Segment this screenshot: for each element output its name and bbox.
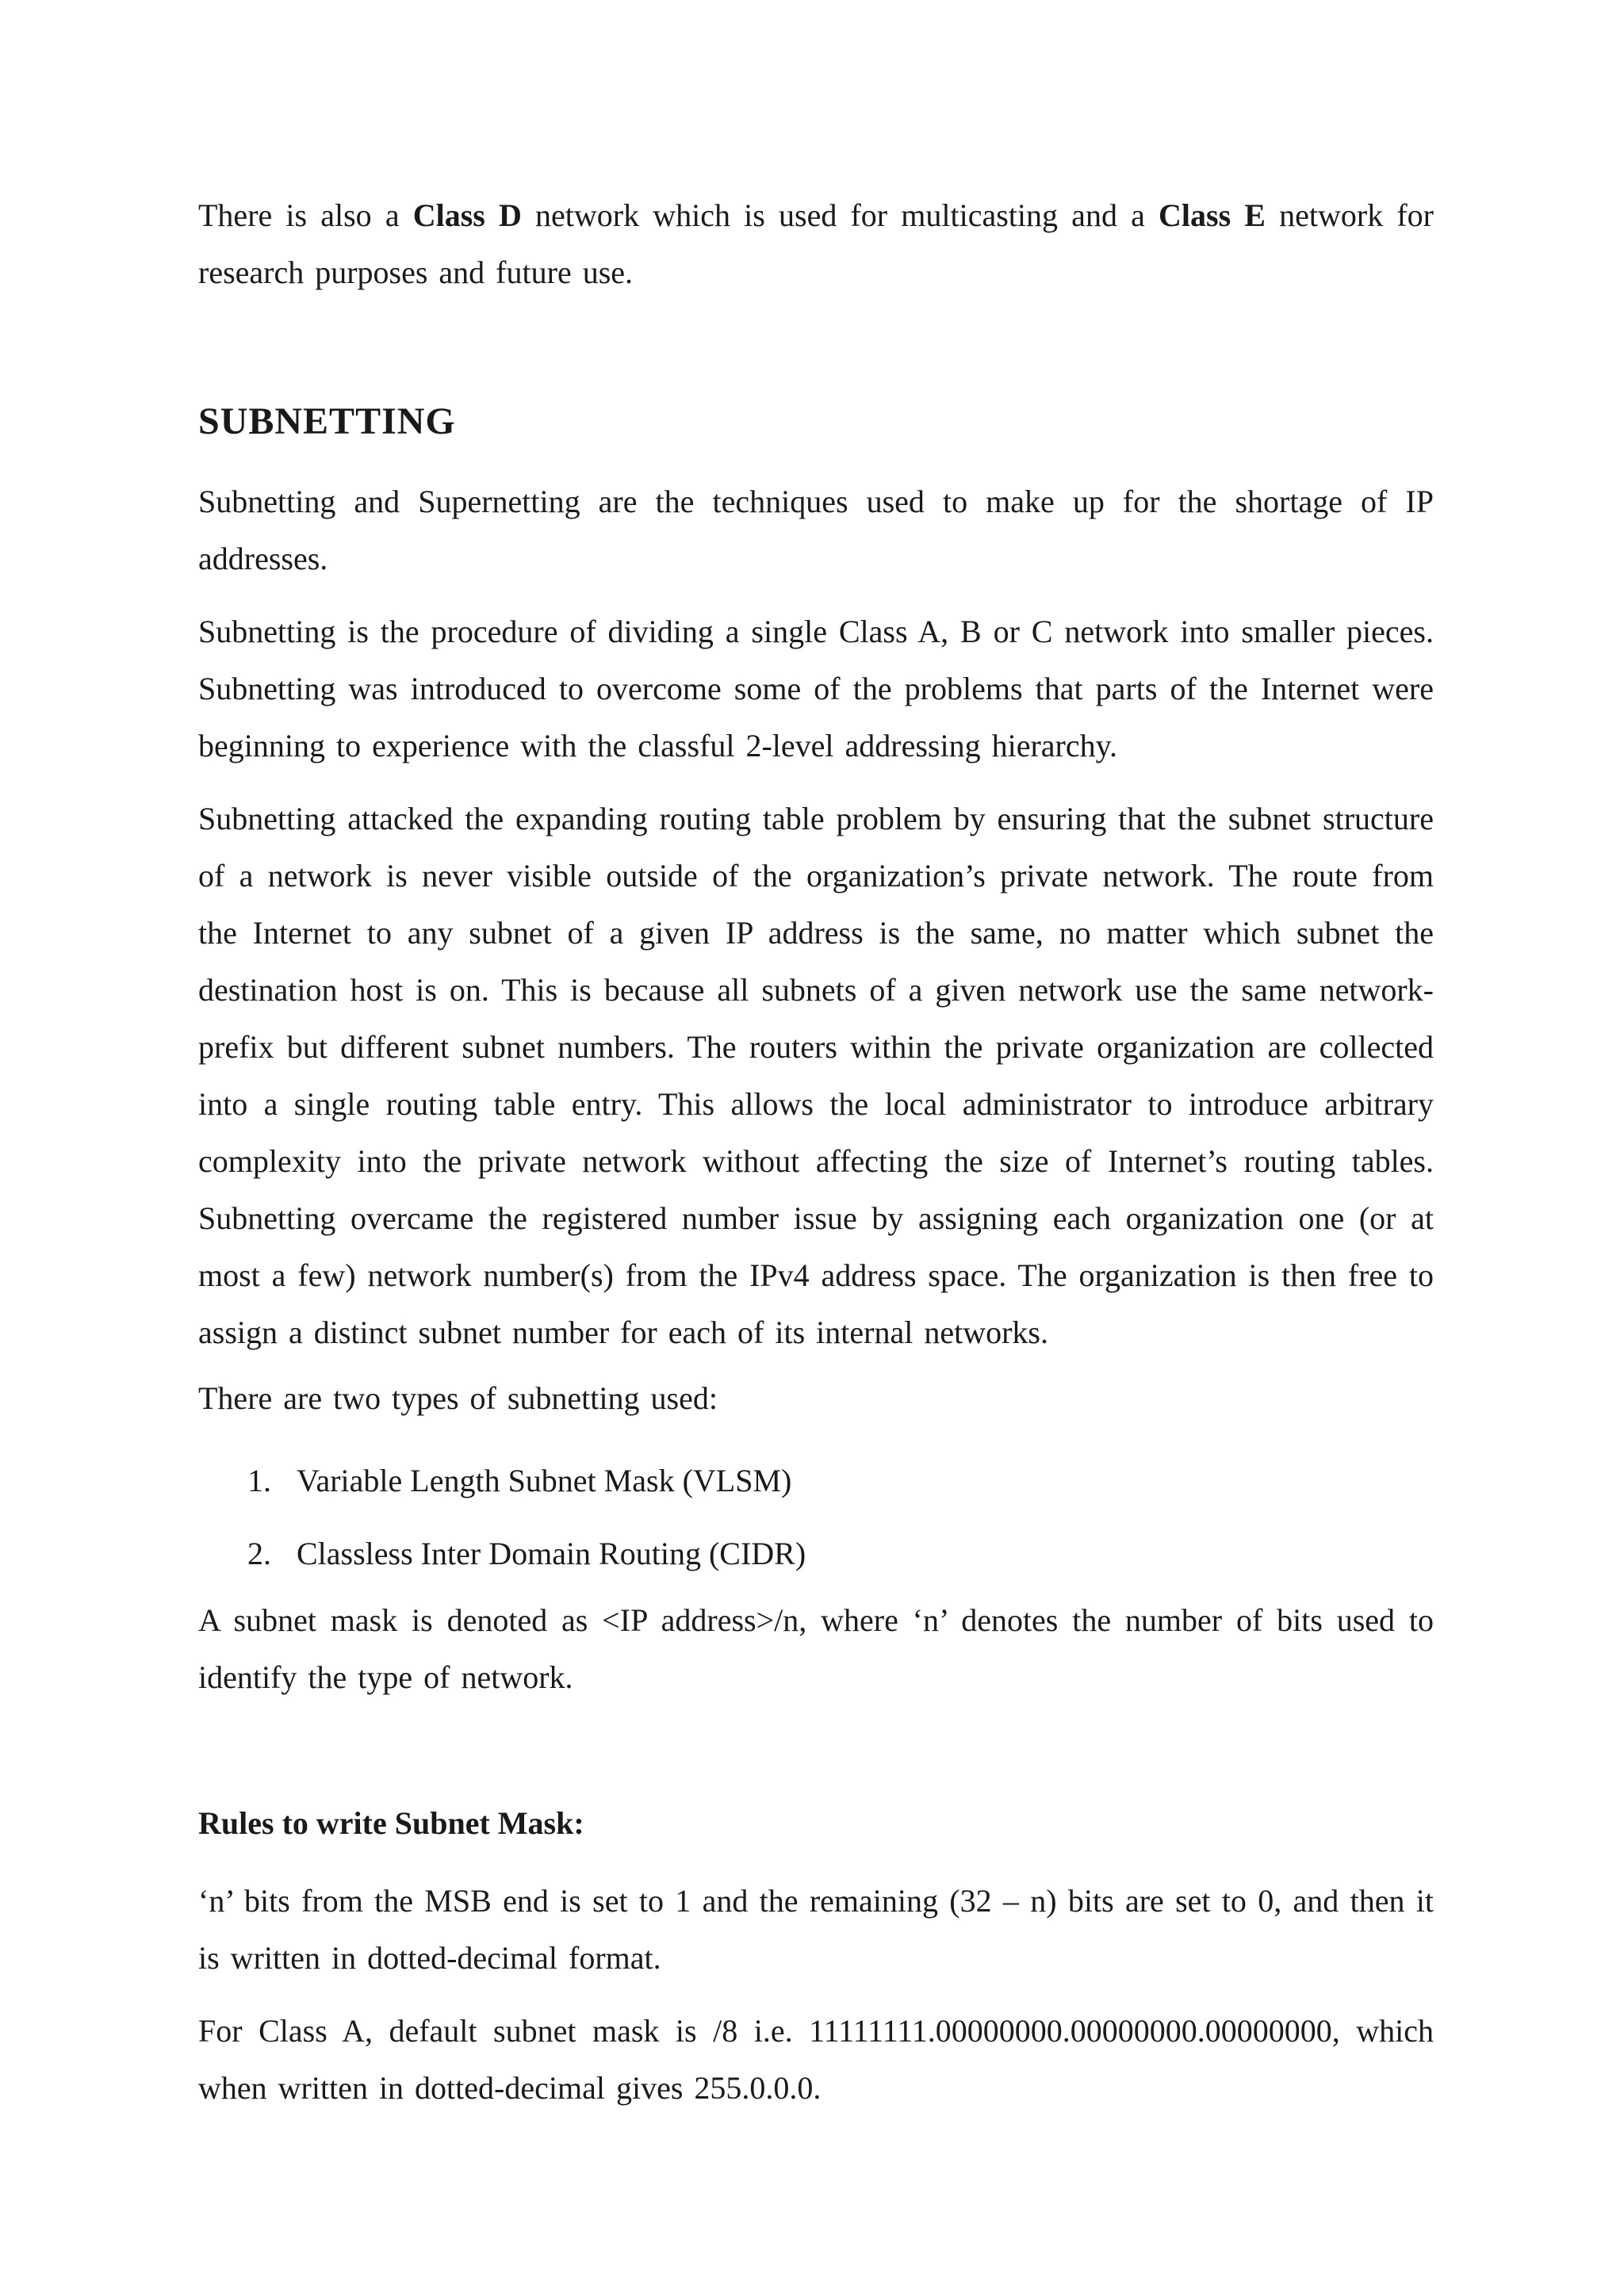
class-d-term: Class D bbox=[412, 197, 522, 233]
paragraph-types-intro: There are two types of subnetting used: bbox=[198, 1380, 718, 1416]
list-item bbox=[247, 1445, 806, 1517]
intro-text-2: network which is used for multicasting and a bbox=[521, 197, 1159, 233]
list-number: 1. bbox=[247, 1463, 271, 1498]
paragraph-mask-notation: A subnet mask is denoted as <IP address>/n, where ‘n’ denotes the number of bits used to identify the type of network. bbox=[198, 1602, 1434, 1695]
list-text: Variable Length Subnet Mask (VLSM) bbox=[297, 1463, 792, 1498]
intro-paragraph bbox=[198, 187, 1434, 301]
list-item bbox=[247, 1517, 806, 1590]
list-number: 2. bbox=[247, 1536, 271, 1571]
intro-text-1: There is also a bbox=[198, 197, 413, 233]
subnetting-types-list bbox=[247, 1445, 806, 1590]
paragraph-procedure: Subnetting is the procedure of dividing a single Class A, B or C network into smaller pieces. Subnetting was introduced to overcome some of the problems that parts of the Internet were beginning to experience with the classful 2-level addressing hierarchy. bbox=[198, 614, 1434, 763]
paragraph-routing: Subnetting attacked the expanding routing table problem by ensuring that the subnet structure of a network is never visible outside of the organization’s private network. The route from the Internet to any subnet of a given IP address is the same, no matter which subnet the destination host is on. This is because all subnets of a given network use the same network-prefix but different subnet numbers. The routers within the private organization are collected into a single routing table entry. This allows the local administrator to introduce arbitrary complexity into the private network without affecting the size of Internet’s routing tables. Subnetting overcame the registered number issue by assigning each organization one (or at most a few) network number(s) from the IPv4 address space. The organization is then free to assign a distinct subnet number for each of its internal networks. bbox=[198, 801, 1434, 1350]
subheading-rules: Rules to write Subnet Mask: bbox=[198, 1805, 584, 1841]
section-heading: SUBNETTING bbox=[198, 400, 456, 442]
paragraph-rule: ‘n’ bits from the MSB end is set to 1 and the remaining (32 – n) bits are set to 0, and then it is written in dotted-decimal format. bbox=[198, 1883, 1434, 1976]
list-text: Classless Inter Domain Routing (CIDR) bbox=[297, 1536, 806, 1571]
intro-text-3: network for research purposes and future use. bbox=[198, 197, 1434, 290]
class-e-term: Class E bbox=[1159, 197, 1266, 233]
paragraph-definition: Subnetting and Supernetting are the techniques used to make up for the shortage of IP addresses. bbox=[198, 484, 1434, 576]
paragraph-class-a-example: For Class A, default subnet mask is /8 i.e. 11111111.00000000.00000000.00000000, which when written in dotted-decimal gives 255.0.0.0. bbox=[198, 2013, 1434, 2106]
